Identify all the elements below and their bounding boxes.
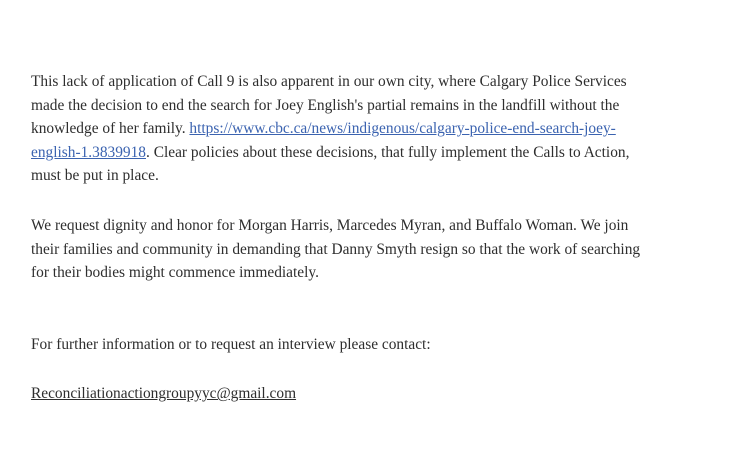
paragraph-call-9 — [31, 70, 710, 188]
paragraph-dignity-request: We request dignity and honor for Morgan Harris, Marcedes Myran, and Buffalo Woman. We join their families and community in demanding that Danny Smyth resign so that the work of searching for their bodies might commence immediately. — [31, 216, 641, 282]
paragraph-call-9-text-start: This lack of application of Call 9 is also apparent in our own city, where Calgary Police Services made the decision to end the search for Joey English's partial remains in the landfill without the knowledge of her family. — [31, 73, 627, 138]
contact-email-line — [31, 382, 710, 406]
paragraph-call-9-text-end: . Clear policies about these decisions, that fully implement the Calls to Action, must be put in place. — [31, 143, 630, 185]
paragraph-contact-info: For further information or to request an interview please contact: — [31, 335, 431, 353]
contact-email-link[interactable]: Reconciliationactiongroupyyc@gmail.com — [31, 385, 297, 403]
cbc-article-link[interactable]: https://www.cbc.ca/news/indigenous/calgary-police-end-search-joey- english-1.3839918 — [31, 120, 616, 161]
